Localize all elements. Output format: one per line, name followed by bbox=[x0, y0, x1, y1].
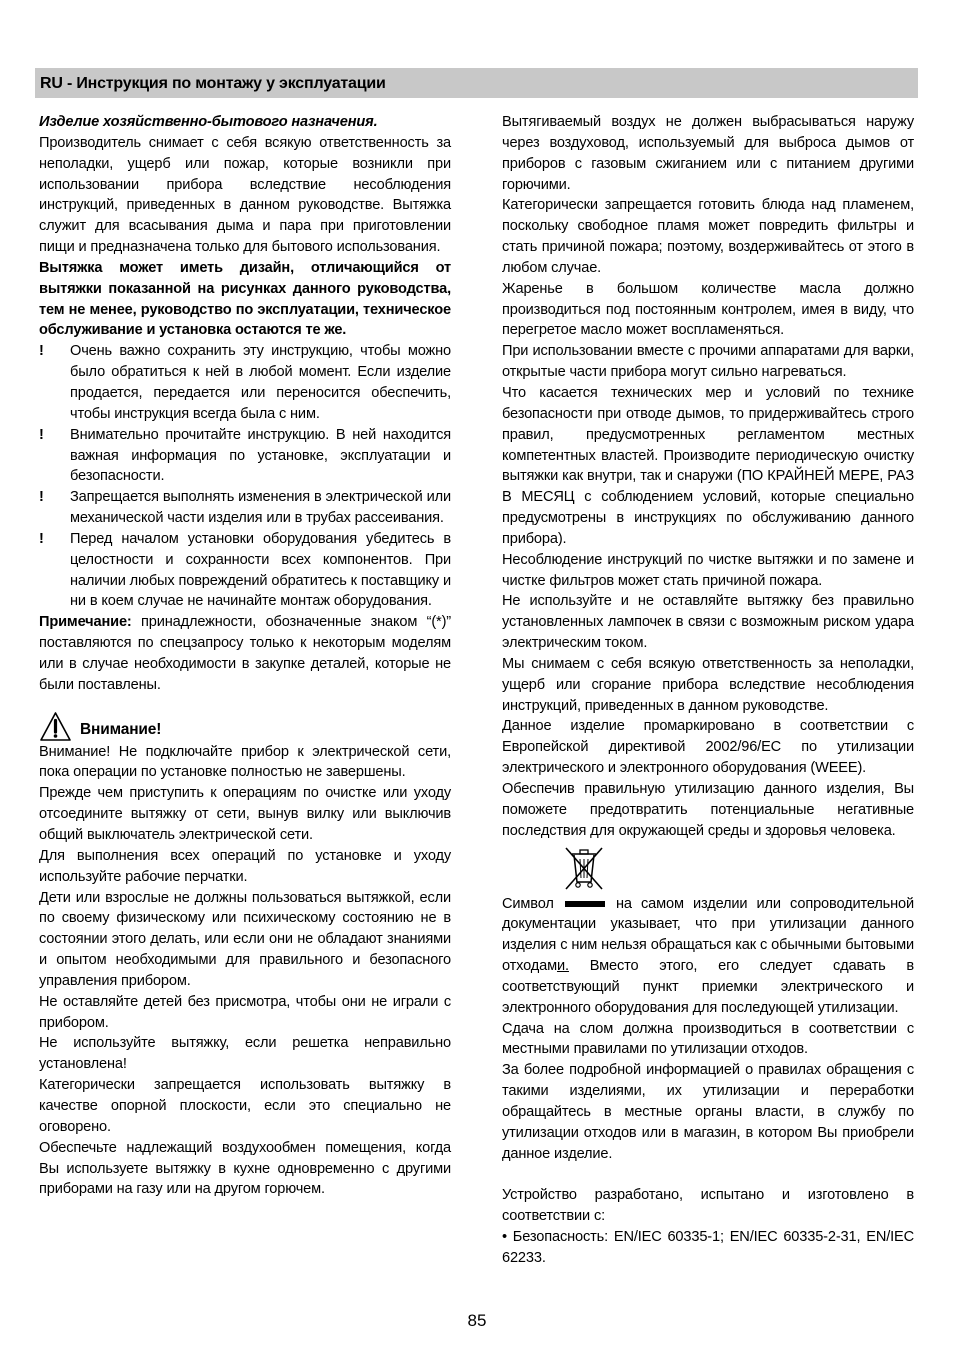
symbol-text-underlined: и. bbox=[557, 958, 569, 975]
safety-paragraph: Что касается технических мер и условий по технике безопасности при отводе дымов, то придерживайтесь строго правил, предусмотренных регламентом местных компетентных властей. Производите периодическую очистку вытяжки как внутри, так и снаружи (ПО КРАЙНЕЙ МЕРЕ, РАЗ В МЕСЯЦ с соблюдением условий, которые специально предусмотрены в инструкциях по обслуживанию данного прибора). bbox=[502, 384, 914, 547]
symbol-text-a: на самом изделии или сопроводительной документации указывает, что при утилизации данного изделия с ним нельзя обращаться как с обычными бытовыми отходам bbox=[502, 895, 915, 975]
bullet-item bbox=[39, 425, 451, 488]
symbol-text-b: Вместо этого, его следует сдавать в соответствующий пункт приемки электрического и электронного оборудования для последующей утилизации. bbox=[502, 958, 914, 1016]
right-column bbox=[502, 112, 914, 1269]
safety-paragraph: Жаренье в большом количестве масла должно производиться под постоянным контролем, имея в виду, что перегретое масло может воспламеняться. bbox=[502, 280, 914, 339]
black-bar-mark bbox=[565, 901, 605, 907]
bullet-text: Перед началом установки оборудования убедитесь в целостности и сохранности всех компонентов. При наличии любых повреждений обратитесь к поставщику и ни в коем случае не начинайте монтаж оборудования. bbox=[70, 530, 451, 610]
safety-paragraph: При использовании вместе с прочими аппаратами для варки, открытые части прибора могут сильно нагреваться. bbox=[502, 343, 914, 381]
design-text: Устройство разработано, испытано и изготовлено в соответствии с: bbox=[502, 1187, 914, 1225]
spacer bbox=[502, 1165, 914, 1186]
bullet-item bbox=[39, 487, 451, 529]
safety-paragraph: Мы снимаем с себя всякую ответственность за неполадки, ущерб или сгорание прибора вследствие несоблюдения инструкций, приведенных в данном руководстве. bbox=[502, 655, 914, 714]
weee-paragraph: Обеспечив правильную утилизацию данного изделия, Вы поможете предотвратить потенциальные негативные последствия для окружающей среды и здоровья человека. bbox=[502, 781, 914, 839]
crossed-out-bin-icon bbox=[562, 845, 606, 891]
safety-paragraph: Вытягиваемый воздух не должен выбрасываться наружу через воздуховод, используемый для выброса дымов от приборов с газовым сжиганием или с питанием другими горючими. bbox=[502, 114, 914, 193]
standards-text: • Безопасность: EN/IEC 60335-1; EN/IEC 60335-2-31, EN/IEC 62233. bbox=[502, 1229, 914, 1266]
disposal-paragraph: За более подробной информацией о правилах обращения с такими изделиями, их утилизации и переработки обращайтесь в местные органы власти, в службу по утилизации отходов или в магазин, в котором Вы приобрели данное изделие. bbox=[502, 1062, 914, 1162]
safety-paragraph: Не используйте и не оставляйте вытяжку без правильно установленных лампочек в связи с возможным риском удара электрическим током. bbox=[502, 593, 914, 652]
warning-paragraph: Не используйте вытяжку, если решетка неправильно установлена! bbox=[39, 1035, 451, 1073]
weee-symbol-row bbox=[502, 842, 914, 894]
warning-paragraph: Обеспечьте надлежащий воздухообмен помещения, когда Вы используете вытяжку в кухне одновременно с другими приборами на газу или на другом горючем. bbox=[39, 1139, 451, 1198]
warning-paragraph: Дети или взрослые не должны пользоваться вытяжкой, если по своему физическому или психическому состоянию не в состоянии этого делать, или если они не обладают знаниями и опытом необходимыми для правильного и безопасного управления прибором. bbox=[39, 889, 451, 989]
weee-paragraph: Данное изделие промаркировано в соответствии с Европейской директивой 2002/96/ЕС по утилизации электрического и электронного оборудования (WEEE). bbox=[502, 718, 914, 777]
note-paragraph bbox=[39, 612, 451, 695]
bullet-text: Запрещается выполнять изменения в электрической или механической части изделия или в трубах рассеивания. bbox=[70, 489, 451, 527]
bullet-text: Внимательно прочитайте инструкцию. В ней находится важная информация по установке, эксплуатации и безопасности. bbox=[70, 426, 451, 485]
design-notice: Вытяжка может иметь дизайн, отличающийся от вытяжки показанной на рисунках данного руководства, тем не менее, руководство по эксплуатации, техническое обслуживание и установка остаются те же. bbox=[39, 259, 451, 339]
warning-triangle-icon bbox=[39, 711, 72, 742]
bullet-text: Очень важно сохранить эту инструкцию, чтобы можно было обратиться к ней в любой момент. Если изделие продается, передается или переносится обеспечить, чтобы инструкция всегда была с ним. bbox=[70, 343, 451, 422]
bullet-item bbox=[39, 529, 451, 612]
bullet-item bbox=[39, 341, 451, 424]
note-text: принадлежности, обозначенные знаком “(*)” поставляются по спецзапросу только к некоторым моделям или в случае необходимости в закупке деталей, которые не были поставлены. bbox=[39, 614, 451, 693]
exclamation-mark: ! bbox=[39, 343, 44, 360]
safety-paragraph: Категорически запрещается готовить блюда над пламенем, поскольку свободное пламя может повредить фильтры и стать причиной пожара; поэтому, воздерживайтесь от этого в любом случае. bbox=[502, 197, 914, 276]
warning-heading bbox=[39, 700, 451, 742]
page-number: 85 bbox=[467, 1311, 487, 1330]
symbol-word: Символ bbox=[502, 895, 554, 912]
left-column bbox=[39, 112, 451, 1200]
exclamation-mark: ! bbox=[39, 530, 44, 547]
exclamation-mark: ! bbox=[39, 426, 44, 443]
safety-paragraph: Несоблюдение инструкций по чистке вытяжки и по замене и чистке фильтров может стать причиной пожара. bbox=[502, 551, 914, 589]
disposal-paragraph: Сдача на слом должна производиться в соответствии с местными правилами по утилизации отходов. bbox=[502, 1020, 914, 1058]
symbol-paragraph bbox=[502, 894, 914, 1019]
warning-paragraph: Для выполнения всех операций по установке и уходу используйте рабочие перчатки. bbox=[39, 847, 451, 885]
exclamation-mark: ! bbox=[39, 489, 44, 506]
intro-heading: Изделие хозяйственно-бытового назначения. bbox=[39, 114, 378, 130]
warning-paragraph: Внимание! Не подключайте прибор к электрической сети, пока операции по установке полностью не завершены. bbox=[39, 743, 451, 781]
note-label: Примечание: bbox=[39, 614, 132, 631]
warning-paragraph: Прежде чем приступить к операциям по очистке или уходу отсоедините вытяжку от сети, вынув вилку или выключив общий выключатель электрической сети. bbox=[39, 785, 451, 843]
section-header bbox=[35, 68, 918, 98]
warning-title: Внимание! bbox=[80, 720, 162, 738]
intro-text: Производитель снимает с себя всякую ответственность за неполадки, ущерб или пожар, которые возникли при использовании прибора вследствие несоблюдения инструкций, приведенных в данном руководстве. Вытяжка служит для всасывания дыма и пара при приготовлении пищи и предназначена только для бытового использования. bbox=[39, 134, 451, 256]
section-title: RU - Инструкция по монтажу у эксплуатации bbox=[40, 75, 386, 92]
warning-paragraph: Не оставляйте детей без присмотра, чтобы они не играли с прибором. bbox=[39, 993, 451, 1031]
warning-paragraph: Категорически запрещается использовать вытяжку в качестве опорной плоскости, если это специально не оговорено. bbox=[39, 1077, 451, 1135]
